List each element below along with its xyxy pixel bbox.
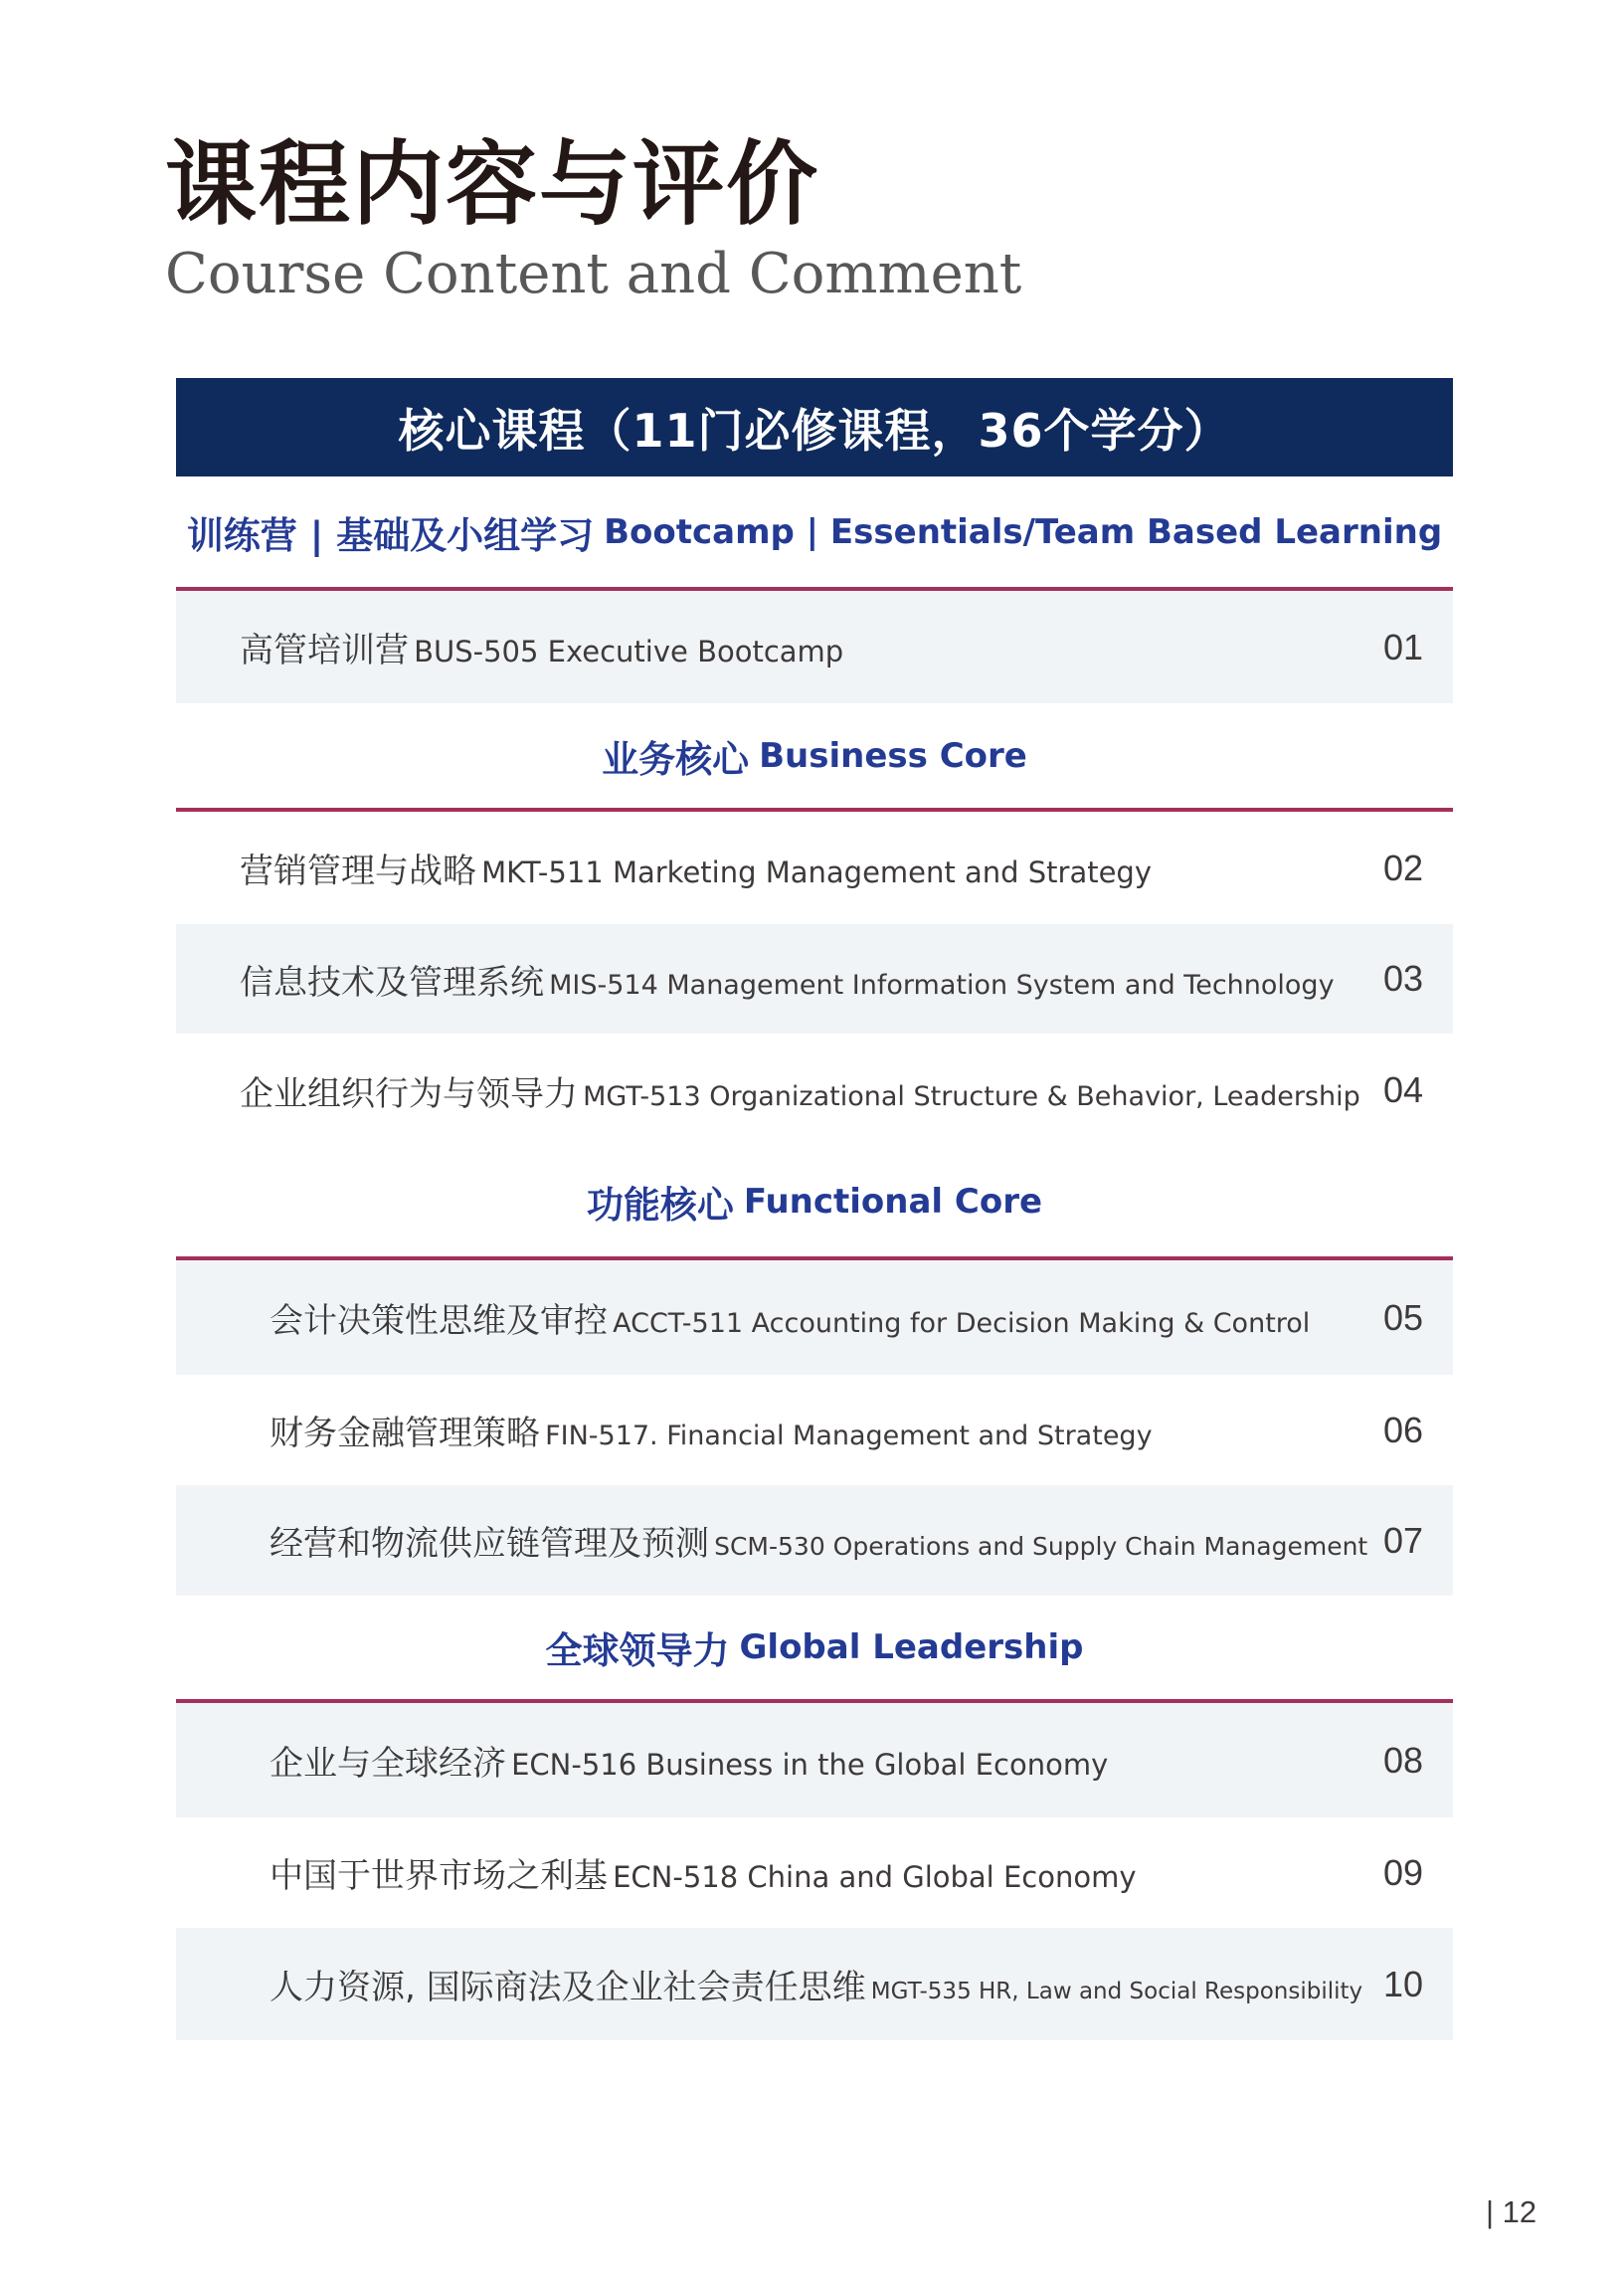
course-row: [176, 924, 1453, 1034]
table-header: 核心课程（11门必修课程，36个学分）: [176, 378, 1453, 476]
course-label: [270, 1293, 1310, 1342]
course-number: 09: [1382, 1851, 1423, 1893]
course-row: [176, 1034, 1453, 1147]
course-number: 03: [1382, 958, 1423, 999]
course-label: [240, 955, 1335, 1004]
course-row: [176, 591, 1453, 703]
course-name-en: ECN-518 China and Global Economy: [613, 1860, 1137, 1894]
course-number: 08: [1382, 1739, 1423, 1781]
course-name-en: BUS-505 Executive Bootcamp: [414, 635, 844, 668]
course-number: 10: [1382, 1963, 1423, 2004]
section-title-functional-core: [176, 1147, 1453, 1260]
course-table: [176, 378, 1453, 2040]
section-title-en: Global Leadership: [739, 1627, 1084, 1667]
course-row: [176, 812, 1453, 924]
course-row: [176, 1260, 1453, 1375]
course-number: 01: [1382, 626, 1423, 667]
section-title-zh: 功能核心: [586, 1184, 734, 1227]
course-row: [176, 1928, 1453, 2040]
section-title-en: Bootcamp | Essentials/Team Based Learning: [604, 511, 1443, 552]
course-name-zh: 企业组织行为与领导力: [240, 1073, 578, 1114]
course-name-zh: 企业与全球经济: [270, 1744, 506, 1784]
course-row: [176, 1485, 1453, 1596]
course-name-zh: 中国于世界市场之利基: [270, 1856, 608, 1896]
course-label: [270, 1960, 1362, 2008]
course-name-en: ECN-516 Business in the Global Economy: [511, 1748, 1109, 1782]
course-name-zh: 信息技术及管理系统: [240, 962, 544, 1003]
course-number: 06: [1382, 1409, 1423, 1450]
section-title-en: Business Core: [759, 735, 1027, 776]
course-name-en: ACCT-511 Accounting for Decision Making & Control: [613, 1308, 1311, 1339]
course-label: [270, 1406, 1153, 1454]
page-number: | 12: [1486, 2194, 1537, 2229]
course-label: [240, 1066, 1360, 1115]
section-title-zh: 训练营 | 基础及小组学习: [186, 513, 595, 557]
course-name-zh: 营销管理与战略: [240, 852, 476, 891]
course-name-en: MIS-514 Management Information System and Technology: [549, 969, 1335, 1001]
course-name-en: MGT-535 HR, Law and Social Responsibility: [870, 1979, 1363, 2004]
section-title-zh: 业务核心: [602, 737, 750, 781]
course-number: 05: [1382, 1296, 1423, 1338]
course-row: [176, 1703, 1453, 1817]
section-title-global-leadership: [176, 1596, 1453, 1703]
course-number: 04: [1382, 1069, 1423, 1110]
section-title-en: Functional Core: [743, 1182, 1043, 1222]
section-title-bootcamp: [176, 476, 1453, 591]
course-row: [176, 1375, 1453, 1485]
section-title-business-core: [176, 703, 1453, 812]
course-row: [176, 1817, 1453, 1928]
course-label: [270, 1736, 1108, 1785]
course-number: 07: [1382, 1519, 1423, 1561]
course-name-zh: 会计决策性思维及审控: [270, 1301, 608, 1341]
course-name-zh: 财务金融管理策略: [270, 1414, 540, 1453]
course-name-en: FIN-517. Financial Management and Strategy: [545, 1421, 1153, 1451]
course-label: [270, 1848, 1137, 1897]
course-number: 02: [1382, 847, 1423, 888]
course-name-zh: 人力资源, 国际商法及企业社会责任思维: [270, 1968, 866, 2007]
course-label: [270, 1516, 1367, 1565]
course-name-en: MGT-513 Organizational Structure & Behavior, Leadership: [583, 1080, 1360, 1112]
page-title-zh: 课程内容与评价: [165, 131, 820, 238]
page-title-en: Course Content and Comment: [165, 242, 1022, 306]
section-title-zh: 全球领导力: [545, 1629, 730, 1672]
course-label: [240, 623, 843, 671]
course-name-zh: 经营和物流供应链管理及预测: [270, 1524, 709, 1564]
course-name-zh: 高管培训营: [240, 631, 409, 670]
course-name-en: SCM-530 Operations and Supply Chain Management: [714, 1532, 1368, 1561]
course-name-en: MKT-511 Marketing Management and Strategy: [481, 855, 1153, 889]
course-label: [240, 844, 1152, 892]
